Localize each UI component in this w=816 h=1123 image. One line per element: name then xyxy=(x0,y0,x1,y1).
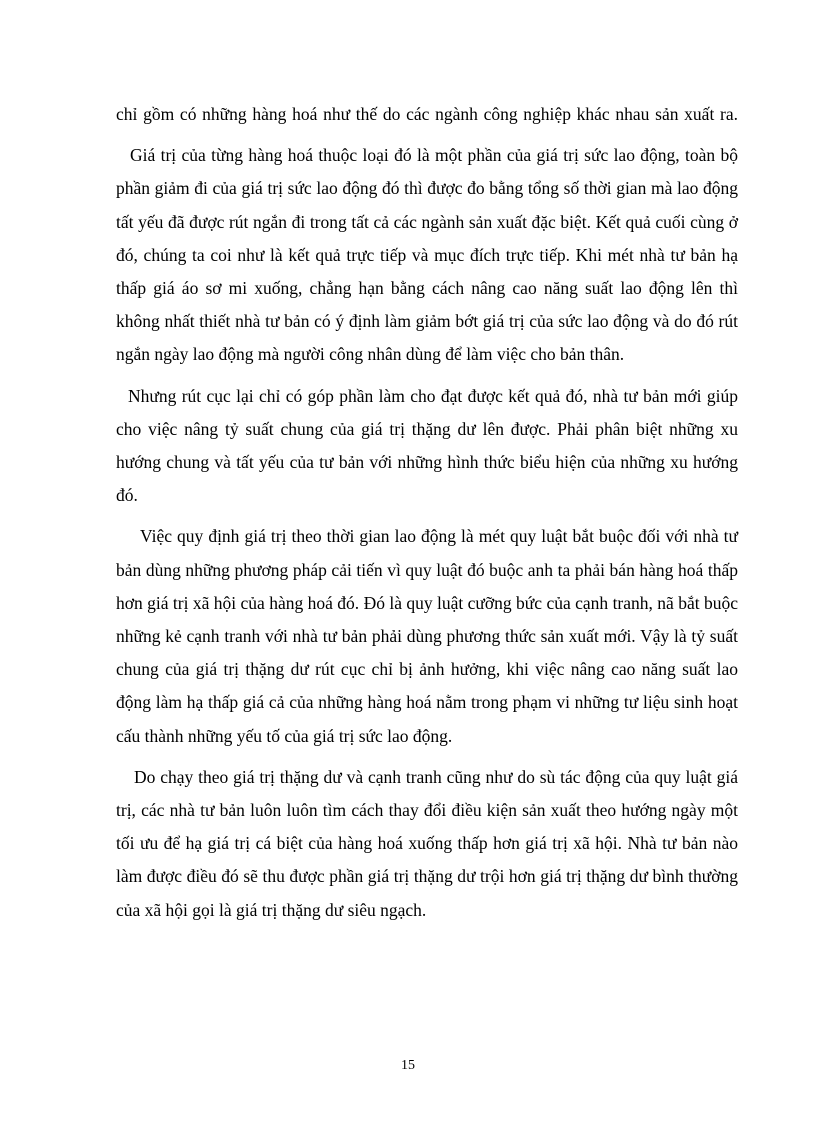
body-text xyxy=(116,98,738,935)
paragraph-5: Do chạy theo giá trị thặng dư và cạnh tranh cũng như do sù tác động của quy luật giá trị, các nhà tư bản luôn luôn tìm cách thay đổi điều kiện sản xuất theo hướng ngày một tối ưu để hạ giá trị cá biệt của hàng hoá xuống thấp hơn giá trị xã hội. Nhà tư bản nào làm được điều đó sẽ thu được phần giá trị thặng dư trội hơn giá trị thặng dư bình thường của xã hội gọi là giá trị thặng dư siêu ngạch. xyxy=(116,766,738,920)
page-number: 15 xyxy=(401,1058,415,1073)
paragraph-3: Nhưng rút cục lại chỉ có góp phần làm cho đạt được kết quả đó, nhà tư bản mới giúp cho việc nâng tỷ suất chung của giá trị thặng dư lên được. Phải phân biệt những xu hướng chung và tất yếu của tư bản với những hình thức biểu hiện của những xu hướng đó. xyxy=(116,385,738,506)
paragraph-1: chỉ gồm có những hàng hoá như thế do các ngành công nghiệp khác nhau sản xuất ra. xyxy=(116,104,738,124)
paragraph-4: Việc quy định giá trị theo thời gian lao động là mét quy luật bắt buộc đối với nhà tư bản dùng những phương pháp cải tiến vì quy luật đó buộc anh ta phải bán hàng hoá thấp hơn giá trị xã hội của hàng hoá đó. Đó là quy luật cưỡng bức của cạnh tranh, nã bắt buộc những kẻ cạnh tranh với nhà tư bản phải dùng phương thức sản xuất mới. Vậy là tỷ suất chung của giá trị thặng dư rút cục chỉ bị ảnh hưởng, khi việc nâng cao năng suất lao động làm hạ thấp giá cả của những hàng hoá nằm trong phạm vi những tư liệu sinh hoạt cấu thành những yếu tố của giá trị sức lao động. xyxy=(116,526,738,746)
paragraph-2: Giá trị của từng hàng hoá thuộc loại đó là một phần của giá trị sức lao động, toàn bộ phần giảm đi của giá trị sức lao động đó thì được đo bằng tổng số thời gian mà lao động tất yếu đã được rút ngắn đi trong tất cả các ngành sản xuất đặc biệt. Kết quả cuối cùng ở đó, chúng ta coi như là kết quả trực tiếp và mục đích trực tiếp. Khi mét nhà tư bản hạ thấp giá áo sơ mi xuống, chẳng hạn bằng cách nâng cao năng suất lao động lên thì không nhất thiết nhà tư bản có ý định làm giảm bớt giá trị của sức lao động và do đó rút ngắn ngày lao động mà người công nhân dùng để làm việc cho bản thân. xyxy=(116,145,738,365)
